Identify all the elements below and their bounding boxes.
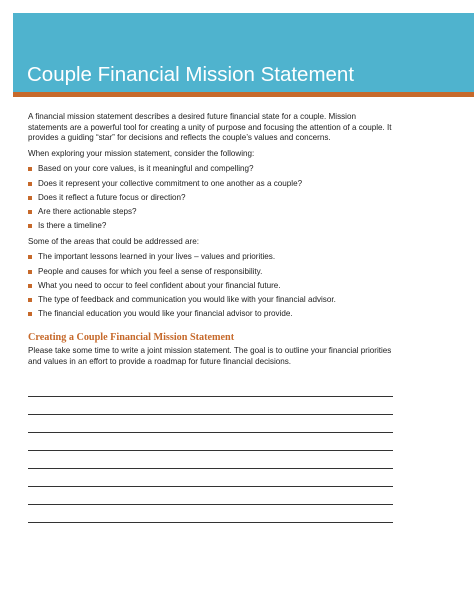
bullet-icon (28, 270, 32, 274)
page-title: Couple Financial Mission Statement (27, 63, 355, 86)
header-banner (13, 13, 474, 92)
intro-paragraph: A financial mission statement describes a desired future financial state for a couple. Mission statements are a powerful tool for creating a unity of purpose and focusing the attention of a couple. It provides a guiding “star” for decisions and reflects the couple’s values and concerns. (28, 112, 392, 143)
bullet-icon (28, 284, 32, 288)
writing-line[interactable] (28, 451, 393, 469)
bullet-icon (28, 167, 32, 171)
document-body (28, 112, 393, 523)
accent-divider (13, 92, 474, 97)
consider-lead: When exploring your mission statement, consider the following: (28, 148, 255, 158)
section-heading: Creating a Couple Financial Mission Statement (28, 331, 235, 343)
list-item: The important lessons learned in your lives – values and priorities. (28, 252, 393, 263)
list-item: The type of feedback and communication you would like with your financial advisor. (28, 295, 393, 306)
bullet-icon (28, 182, 32, 186)
bullet-icon (28, 224, 32, 228)
writing-line[interactable] (28, 469, 393, 487)
section-body: Please take some time to write a joint mission statement. The goal is to outline your financial priorities and values in an effort to provide a roadmap for future financial decisions. (28, 346, 392, 366)
writing-line[interactable] (28, 505, 393, 523)
areas-list (28, 252, 393, 319)
writing-lines (28, 378, 393, 523)
bullet-icon (28, 210, 32, 214)
consider-list (28, 164, 393, 231)
list-item: What you need to occur to feel confident about your financial future. (28, 281, 393, 292)
list-item: The financial education you would like your financial advisor to provide. (28, 309, 393, 320)
bullet-icon (28, 298, 32, 302)
areas-lead: Some of the areas that could be addressed are: (28, 236, 199, 246)
bullet-icon (28, 196, 32, 200)
writing-line[interactable] (28, 487, 393, 505)
bullet-icon (28, 255, 32, 259)
list-item: Are there actionable steps? (28, 207, 393, 218)
list-item: Based on your core values, is it meaningful and compelling? (28, 164, 393, 175)
writing-line[interactable] (28, 433, 393, 451)
list-item: Does it represent your collective commitment to one another as a couple? (28, 179, 393, 190)
writing-line[interactable] (28, 397, 393, 415)
bullet-icon (28, 312, 32, 316)
writing-line[interactable] (28, 415, 393, 433)
list-item: Is there a timeline? (28, 221, 393, 232)
list-item: Does it reflect a future focus or direction? (28, 193, 393, 204)
writing-line[interactable] (28, 378, 393, 396)
list-item: People and causes for which you feel a sense of responsibility. (28, 267, 393, 278)
